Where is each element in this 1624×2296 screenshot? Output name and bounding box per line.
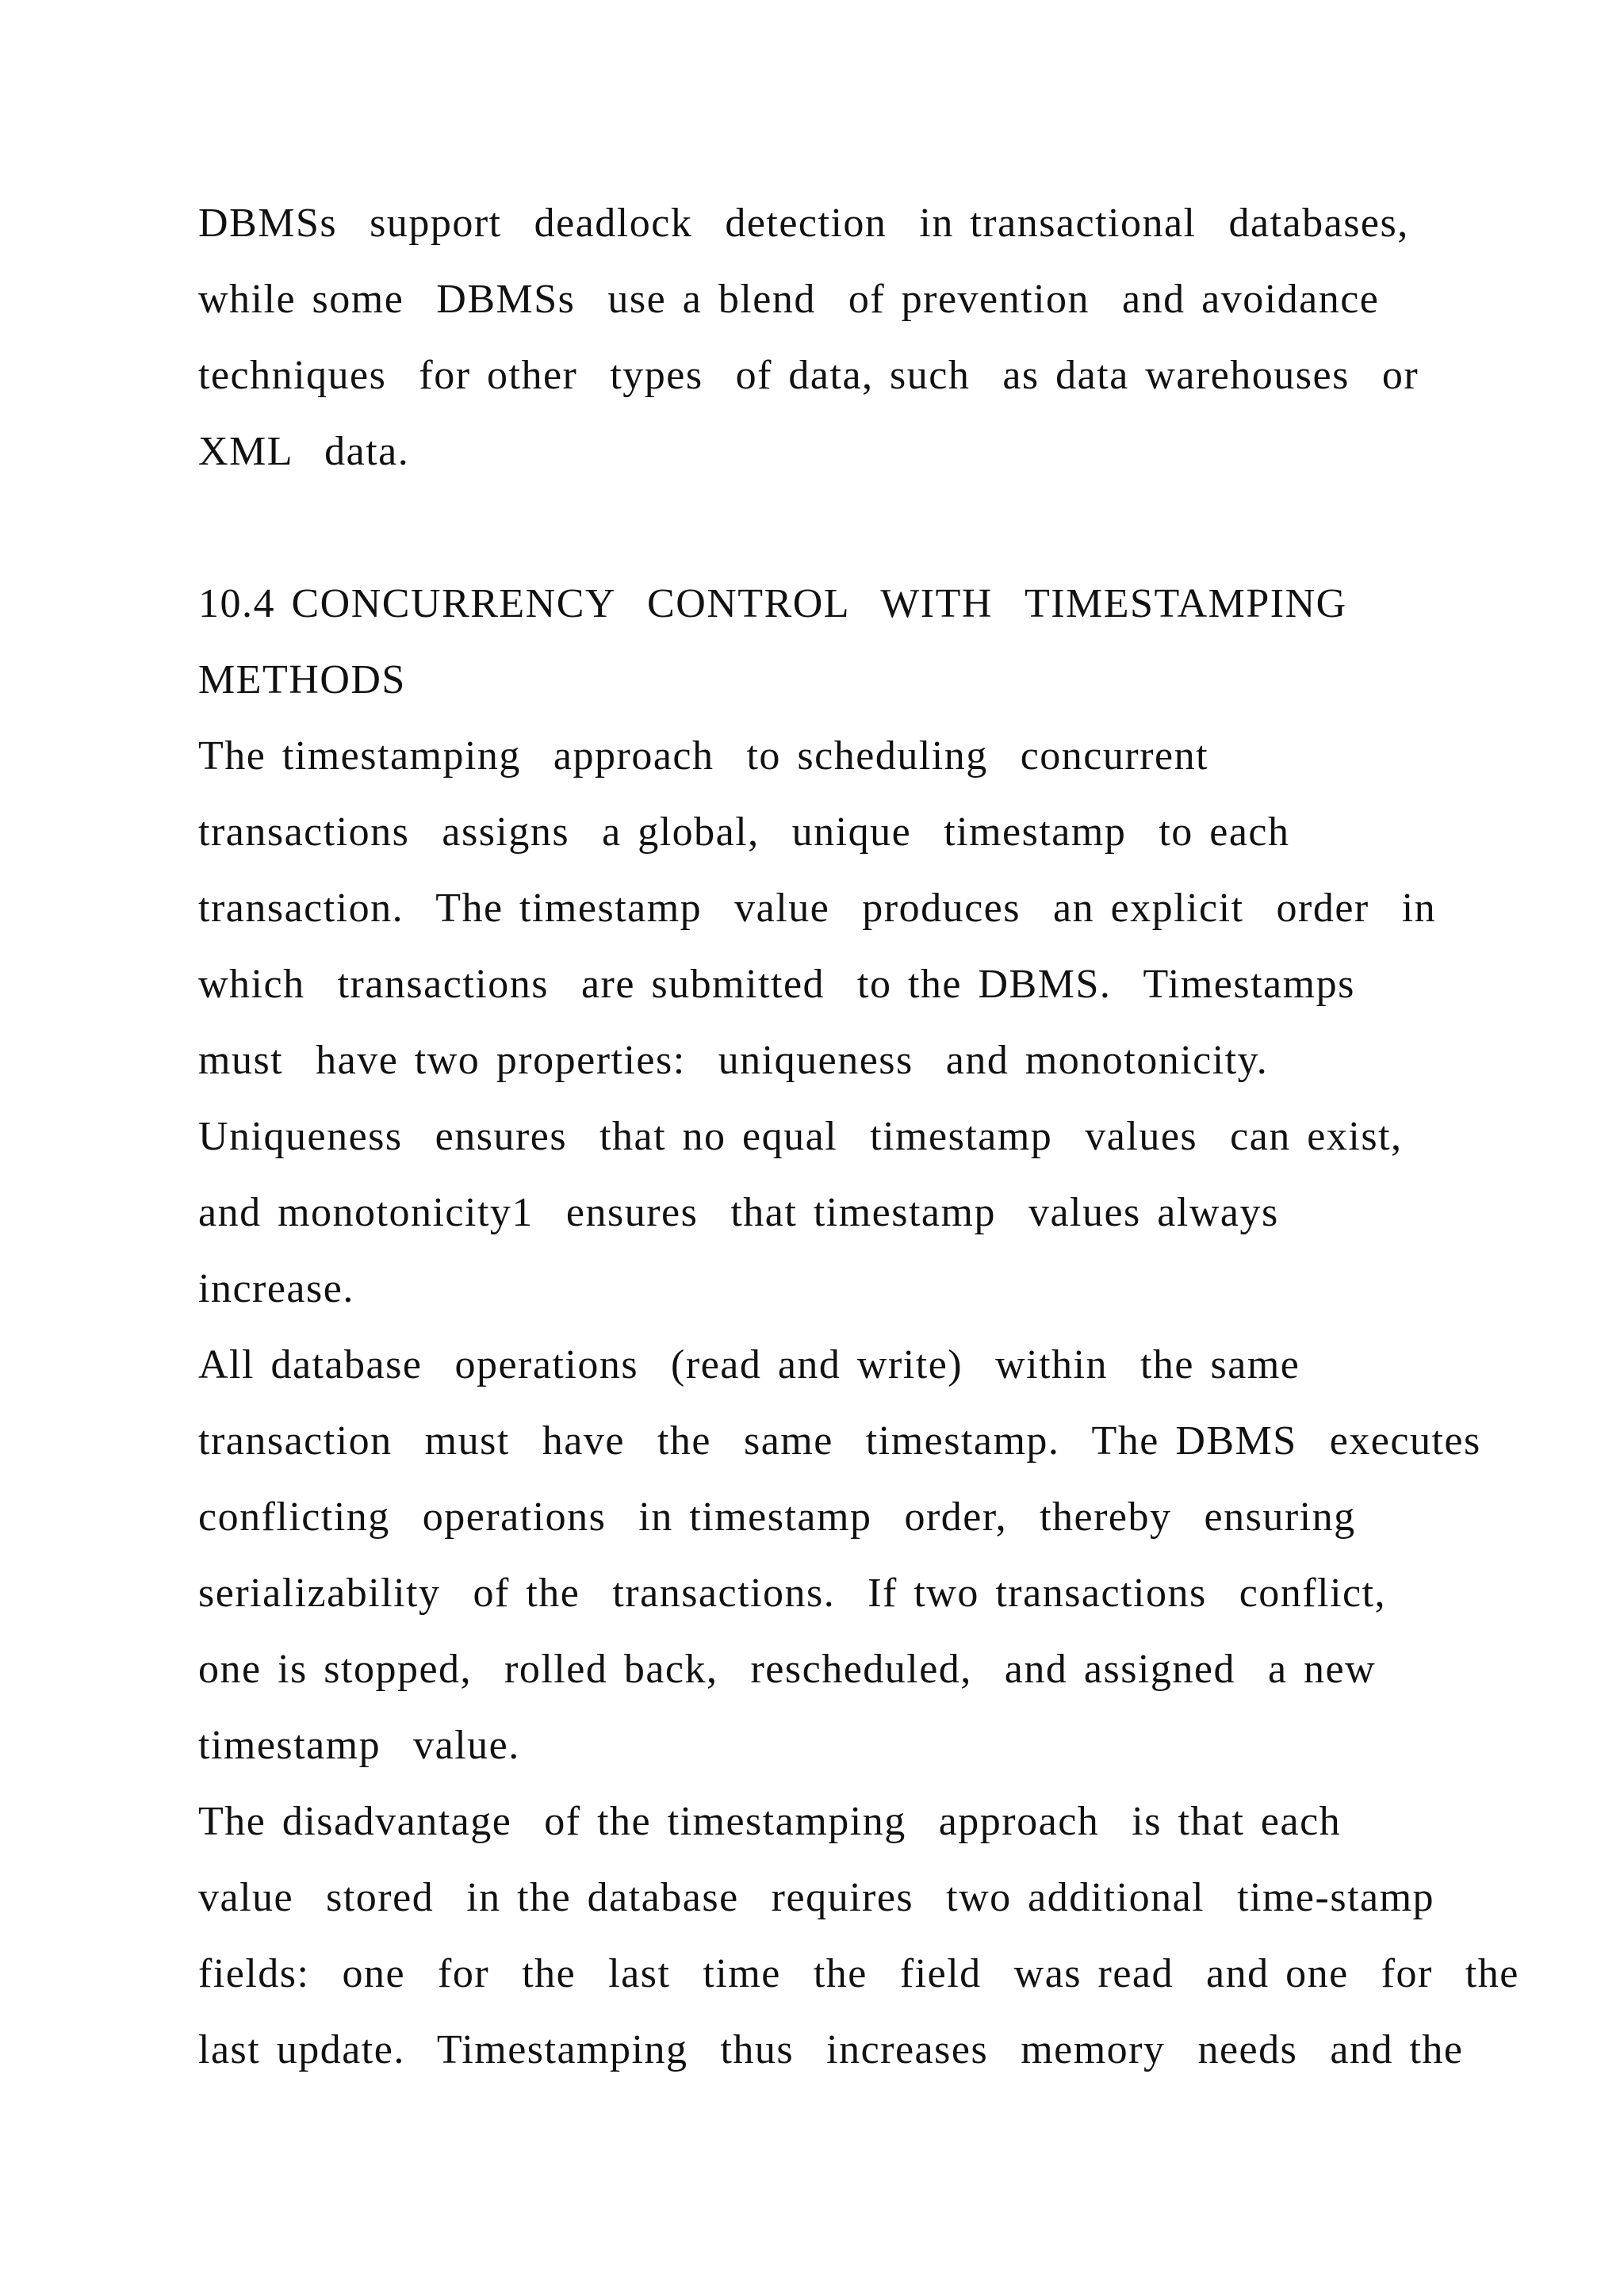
section-heading-line-2: METHODS: [198, 657, 406, 702]
paragraph-4-line-1: The disadvantage of the timestamping approach is that each: [198, 1799, 1342, 1844]
paragraph-1-line-1: DBMSs support deadlock detection in transactional databases,: [198, 201, 1409, 246]
paragraph-2-line-6: Uniqueness ensures that no equal timestamp values can exist,: [198, 1114, 1403, 1159]
paragraph-2-line-4: which transactions are submitted to the DBMS. Timestamps: [198, 962, 1355, 1007]
paragraph-3-line-3: conflicting operations in timestamp order, thereby ensuring: [198, 1494, 1356, 1540]
paragraph-3-line-1: All database operations (read and write) within the same: [198, 1342, 1300, 1387]
paragraph-1-line-2: while some DBMSs use a blend of prevention and avoidance: [198, 277, 1380, 322]
paragraph-3-line-6: timestamp value.: [198, 1723, 520, 1768]
paragraph-1-line-4: XML data.: [198, 429, 410, 474]
paragraph-4-line-3: fields: one for the last time the field was read and one for the: [198, 1951, 1519, 1996]
paragraph-2-line-2: transactions assigns a global, unique timestamp to each: [198, 809, 1290, 855]
section-heading-line-1: 10.4 CONCURRENCY CONTROL WITH TIMESTAMPING: [198, 581, 1347, 626]
paragraph-3-line-5: one is stopped, rolled back, rescheduled, and assigned a new: [198, 1647, 1377, 1692]
paragraph-1-line-3: techniques for other types of data, such as data warehouses or: [198, 353, 1419, 398]
paragraph-4-line-2: value stored in the database requires two additional time-stamp: [198, 1875, 1435, 1920]
paragraph-3-line-2: transaction must have the same timestamp. The DBMS executes: [198, 1418, 1481, 1464]
paragraph-4-line-4: last update. Timestamping thus increases memory needs and the: [198, 2027, 1464, 2072]
paragraph-2-line-3: transaction. The timestamp value produces an explicit order in: [198, 886, 1437, 931]
paragraph-3-line-4: serializability of the transactions. If two transactions conflict,: [198, 1571, 1387, 1616]
paragraph-2-line-1: The timestamping approach to scheduling concurrent: [198, 733, 1209, 779]
paragraph-2-line-7: and monotonicity1 ensures that timestamp values always: [198, 1190, 1279, 1235]
paragraph-2-line-5: must have two properties: uniqueness and monotonicity.: [198, 1038, 1269, 1083]
paragraph-2-line-8: increase.: [198, 1266, 354, 1311]
